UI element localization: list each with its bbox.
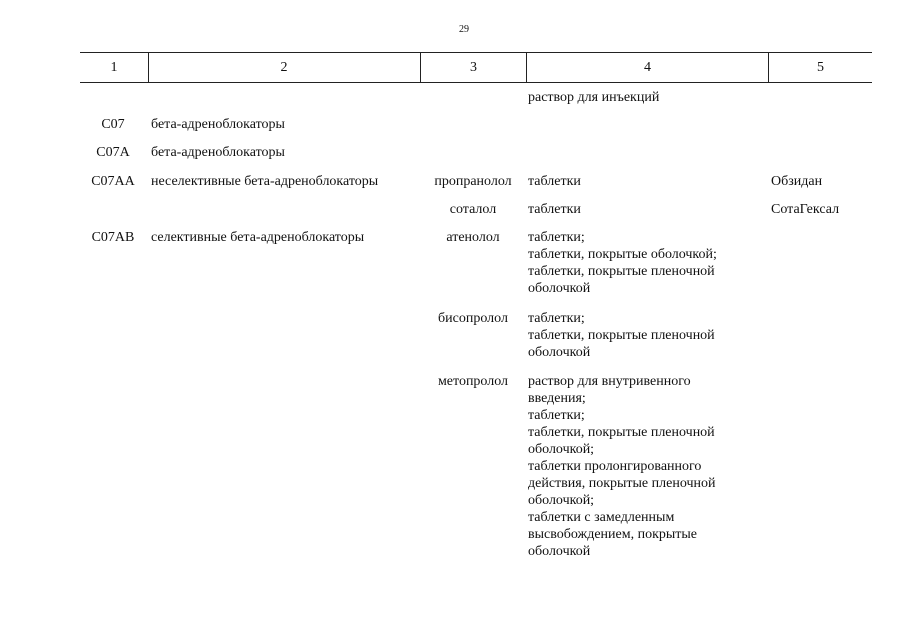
dosage-form-line: оболочкой; — [528, 442, 595, 457]
atc-code: C07AB — [91, 230, 135, 245]
dosage-form-line: таблетки — [528, 174, 581, 189]
dosage-form-line: таблетки пролонгированного — [528, 459, 702, 474]
dosage-form-line: таблетки, покрытые пленочной — [528, 328, 715, 343]
group-name: бета-адреноблокаторы — [151, 117, 285, 132]
dosage-forms — [528, 89, 763, 106]
table-header — [80, 52, 872, 83]
dosage-forms — [528, 201, 763, 218]
dosage-form-line: таблетки; — [528, 311, 585, 326]
dosage-form-line: раствор для внутривенного — [528, 374, 691, 389]
group-name: неселективные бета-адреноблокаторы — [151, 174, 379, 189]
drug-name: соталол — [449, 202, 497, 217]
drug-name: пропранолол — [434, 174, 512, 189]
dosage-form-line: таблетки — [528, 202, 581, 217]
header-col-5: 5 — [817, 60, 824, 75]
trade-name: СотаГексал — [771, 202, 840, 217]
drug-name: атенолол — [446, 230, 500, 245]
dosage-form-line: таблетки, покрытые оболочкой; — [528, 247, 717, 262]
atc-code: C07AA — [91, 174, 135, 189]
dosage-form-line: раствор для инъекций — [528, 90, 660, 105]
atc-code: C07A — [96, 145, 130, 160]
dosage-form-line: оболочкой — [528, 281, 591, 296]
dosage-forms — [528, 310, 763, 361]
header-col-2: 2 — [280, 60, 288, 75]
dosage-forms — [528, 229, 763, 297]
group-name: селективные бета-адреноблокаторы — [151, 230, 365, 245]
header-col-3: 3 — [470, 60, 477, 75]
dosage-form-line: таблетки с замедленным — [528, 510, 675, 525]
dosage-form-line: таблетки, покрытые пленочной — [528, 425, 715, 440]
page-number: 29 — [459, 24, 469, 35]
dosage-form-line: оболочкой — [528, 544, 591, 559]
dosage-form-line: таблетки, покрытые пленочной — [528, 264, 715, 279]
drug-name: метопролол — [437, 374, 509, 389]
dosage-forms — [528, 173, 763, 190]
drug-name: бисопролол — [438, 311, 508, 326]
dosage-form-line: оболочкой; — [528, 493, 595, 508]
header-col-1: 1 — [110, 60, 118, 75]
dosage-form-line: таблетки; — [528, 230, 585, 245]
atc-code: C07 — [101, 117, 125, 132]
group-name: бета-адреноблокаторы — [151, 145, 285, 160]
trade-name: Обзидан — [771, 174, 823, 189]
header-col-4: 4 — [644, 60, 651, 75]
dosage-form-line: высвобождением, покрытые — [528, 527, 698, 542]
dosage-forms — [528, 373, 763, 560]
dosage-form-line: введения; — [528, 391, 586, 406]
dosage-form-line: действия, покрытые пленочной — [528, 476, 716, 491]
dosage-form-line: таблетки; — [528, 408, 585, 423]
dosage-form-line: оболочкой — [528, 345, 591, 360]
